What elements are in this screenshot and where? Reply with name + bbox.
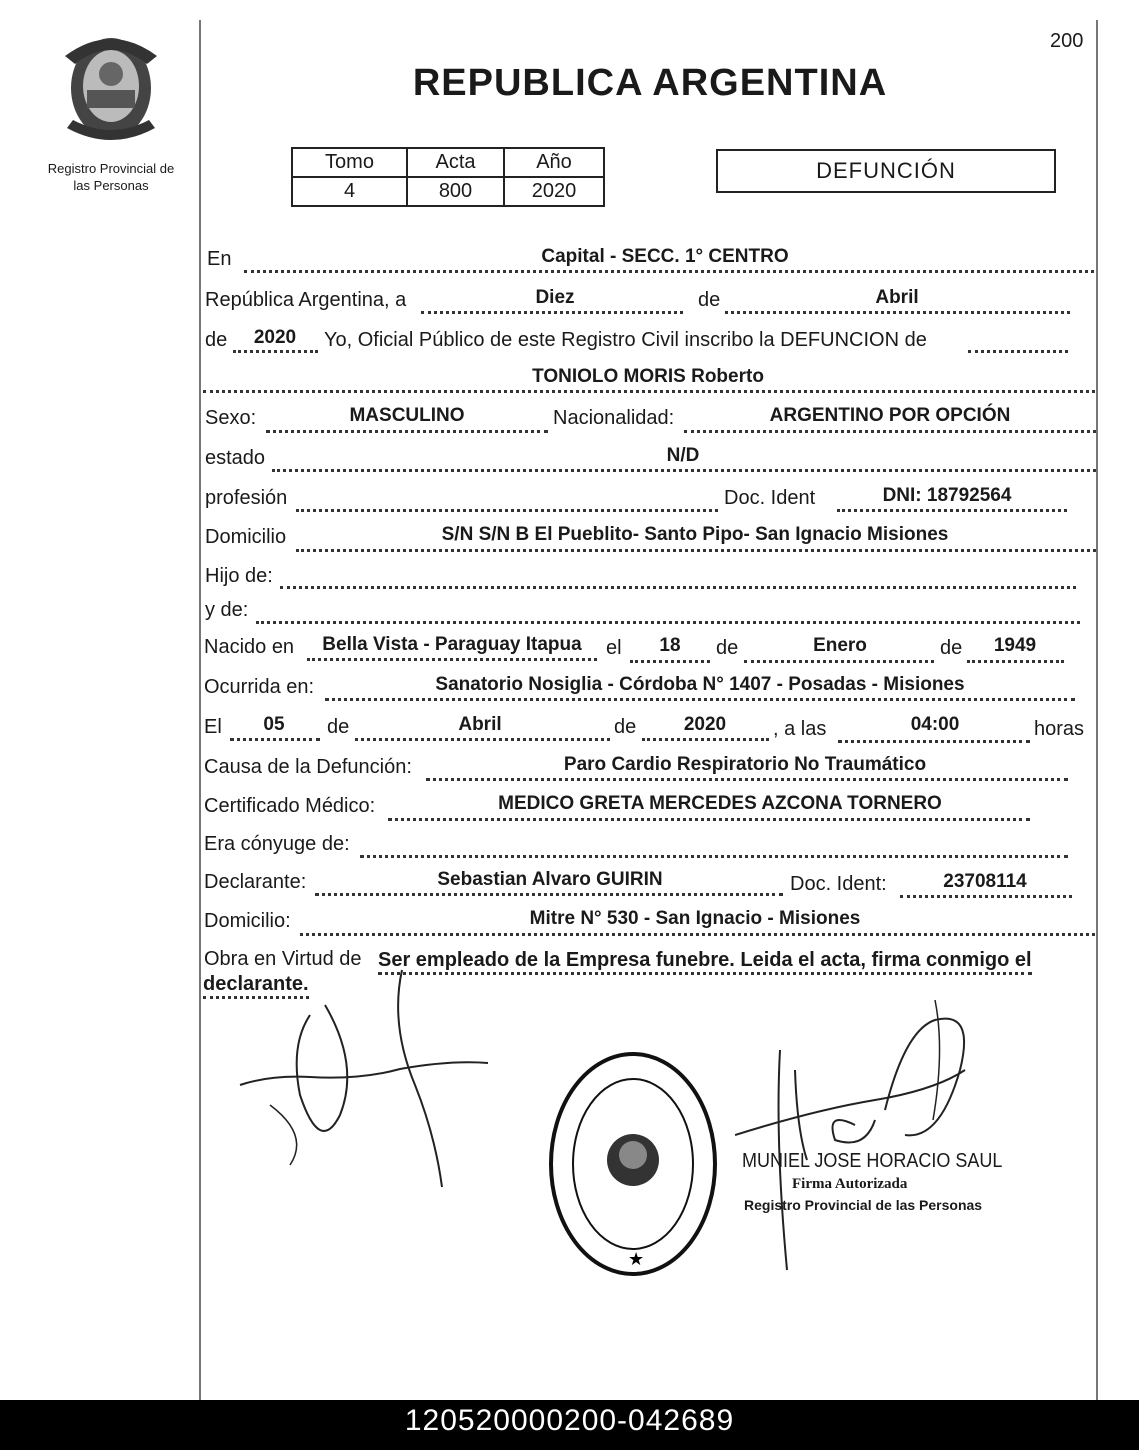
right-margin-line [1096,20,1098,1400]
line-declarante-doc [900,895,1072,898]
line-def-anio [642,738,769,741]
label-certificado: Certificado Médico: [204,795,376,817]
line-hijo-de [280,586,1076,589]
label-causa: Causa de la Defunción: [204,756,412,778]
line-def-dia [230,738,320,741]
value-causa: Paro Cardio Respiratorio No Traumático [563,754,927,775]
value-def-mes: Abril [458,714,502,735]
org-name-line2: las Personas [73,178,149,193]
line-ocurrida-en [325,698,1075,701]
line-nombre [203,390,1095,393]
svg-text:★: ★ [628,1249,645,1270]
value-anio: 2020 [504,177,604,206]
line-nacido-en [307,658,597,661]
value-nombre: TONIOLO MORIS Roberto [532,366,764,387]
provincial-seal [55,28,167,148]
value-acta: 800 [407,177,504,206]
act-type-box [716,149,1056,193]
value-domicilio: S/N S/N B El Pueblito- Santo Pipo- San Ignacio Misiones [441,524,949,545]
value-dia-letras: Diez [535,287,575,308]
value-anio: 2020 [253,327,297,348]
value-def-hora: 04:00 [910,714,960,735]
official-role: Firma Autorizada [792,1176,908,1192]
line-def-mes [355,738,610,741]
line-profesion [296,509,718,512]
header-tomo: Tomo [292,148,407,177]
act-type-label: DEFUNCIÓN [816,158,956,183]
official-signature [735,990,975,1280]
label-de-nac-anio: de [940,637,963,659]
value-nacido-en: Bella Vista - Paraguay Itapua [322,634,582,655]
value-nac-anio: 1949 [993,635,1037,656]
label-el-nac: el [606,637,622,659]
value-nac-mes: Enero [813,635,867,656]
label-sexo: Sexo: [205,407,257,429]
line-nac-dia [630,660,710,663]
label-profesion: profesión [205,487,288,509]
value-tomo: 4 [292,177,407,206]
label-El: El [204,716,222,738]
line-dia [421,311,683,314]
line-lugar [244,270,1094,273]
line-doc [837,509,1067,512]
line-sexo [266,430,548,433]
barcode-strip [0,1400,1139,1450]
label-de-mes: de [698,289,721,311]
label-de-def-mes: de [327,716,350,738]
label-en: En [207,248,232,270]
value-obra-line2: declarante. [203,973,309,999]
label-y-de: y de: [205,599,249,621]
value-declarante: Sebastian Alvaro GUIRIN [437,869,663,890]
value-doc: DNI: 18792564 [882,485,1012,506]
label-conyuge: Era cónyuge de: [204,833,350,855]
value-certificado: MEDICO GRETA MERCEDES AZCONA TORNERO [498,793,942,814]
label-obra: Obra en Virtud de [204,948,362,970]
value-declarante-doc: 23708114 [943,871,1027,892]
line-def-hora [838,740,1030,743]
barcode-text: 120520000200-042689 [404,1404,735,1437]
line-declarante-domicilio [300,933,1095,936]
label-estado: estado [205,447,266,469]
label-de-anio: de [205,329,228,351]
label-doc-ident-declarante: Doc. Ident: [790,873,887,895]
declarant-signature [230,965,490,1195]
line-anio [233,350,318,353]
official-org: Registro Provincial de las Personas [744,1197,983,1213]
value-nac-dia: 18 [659,635,681,656]
line-conyuge [360,855,1068,858]
label-domicilio: Domicilio [205,526,287,548]
value-ocurrida-en: Sanatorio Nosiglia - Córdoba N° 1407 - Posadas - Misiones [435,674,965,695]
value-estado: N/D [666,445,700,466]
left-margin-line [199,20,201,1400]
label-de-nac-mes: de [716,637,739,659]
line-y-de [256,621,1080,624]
label-horas: horas [1034,718,1085,740]
line-declarante [315,893,783,896]
line-nac-mes [744,660,934,663]
value-declarante-domicilio: Mitre N° 530 - San Ignacio - Misiones [529,908,861,929]
line-nacionalidad [684,430,1096,433]
label-republica: República Argentina, a [205,289,407,311]
value-nacionalidad: ARGENTINO POR OPCIÓN [769,405,1011,426]
label-yo: Yo, Oficial Público de este Registro Civil inscribo la DEFUNCION de [324,329,927,351]
value-sexo: MASCULINO [349,405,465,426]
line-certificado [388,818,1030,821]
record-table [291,147,605,207]
line-domicilio [296,549,1096,552]
label-a-las: , a las [773,718,827,740]
label-domicilio-declarante: Domicilio: [204,910,291,932]
value-mes: Abril [875,287,919,308]
label-nacionalidad: Nacionalidad: [553,407,675,429]
header-anio: Año [504,148,604,177]
line-causa [426,778,1068,781]
value-obra-line1: Ser empleado de la Empresa funebre. Leida el acta, firma conmigo el [378,949,1032,975]
label-de-def-anio: de [614,716,637,738]
label-declarante: Declarante: [204,871,307,893]
value-def-anio: 2020 [683,714,727,735]
value-def-dia: 05 [263,714,285,735]
header-acta: Acta [407,148,504,177]
registry-stamp [548,1050,718,1278]
line-mes [725,311,1070,314]
line-estado [272,469,1096,472]
line-nac-anio [967,660,1064,663]
official-name: MUNIEL JOSE HORACIO SAUL [742,1150,1003,1172]
org-name-line1: Registro Provincial de [47,161,175,176]
label-nacido-en: Nacido en [204,636,295,658]
label-ocurrida-en: Ocurrida en: [204,676,315,698]
line-yo-end [968,350,1068,353]
document-title: REPUBLICA ARGENTINA [412,62,888,104]
label-doc-ident: Doc. Ident [724,487,816,509]
page-number: 200 [1050,30,1084,52]
label-hijo-de: Hijo de: [205,565,273,587]
value-lugar: Capital - SECC. 1° CENTRO [541,246,789,267]
